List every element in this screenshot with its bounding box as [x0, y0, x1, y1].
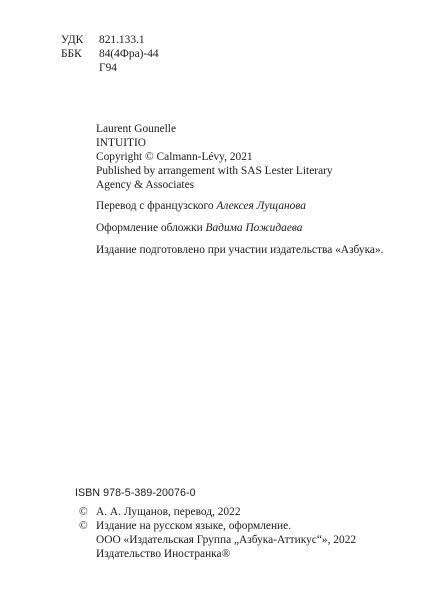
translation-credit: [96, 199, 306, 213]
original-title: INTUITIO: [96, 137, 146, 149]
rights-row: [0, 505, 439, 519]
translation-prefix: Перевод с французского: [96, 200, 217, 212]
arrangement-line-1: Published by arrangement with SAS Lester Literary: [96, 165, 333, 177]
bbk-label: ББК: [61, 48, 82, 60]
rights-text: Издательство Иностранка®: [96, 548, 231, 560]
cover-designer-name: Вадима Пожидаева: [205, 222, 303, 234]
rights-row: [0, 519, 439, 533]
author-mark-value: Г94: [99, 62, 117, 74]
rights-row: [0, 547, 439, 561]
cover-credit: [96, 221, 302, 235]
udc-value: 821.133.1: [99, 34, 145, 46]
udc-label: УДК: [61, 34, 84, 46]
publisher-note: Издание подготовлено при участии издательства «Азбука».: [96, 244, 384, 256]
isbn: ISBN 978-5-389-20076-0: [75, 487, 196, 499]
copyright-symbol: ©: [79, 520, 88, 532]
original-author: Laurent Gounelle: [96, 123, 177, 135]
bbk-value: 84(4Фра)-44: [99, 48, 159, 60]
rights-block: [0, 505, 439, 561]
rights-row: [0, 533, 439, 547]
rights-text: Издание на русском языке, оформление.: [96, 520, 292, 532]
rights-text: А. А. Лущанов, перевод, 2022: [96, 506, 241, 518]
copyright-symbol: ©: [79, 506, 88, 518]
rights-text: ООО «Издательская Группа „Азбука-Аттикус“», 2022: [96, 534, 357, 546]
translator-name: Алексея Лущанова: [216, 200, 306, 212]
arrangement-line-2: Agency & Associates: [96, 179, 195, 191]
cover-prefix: Оформление обложки: [96, 222, 206, 234]
original-copyright: Copyright © Calmann-Lévy, 2021: [96, 151, 253, 163]
